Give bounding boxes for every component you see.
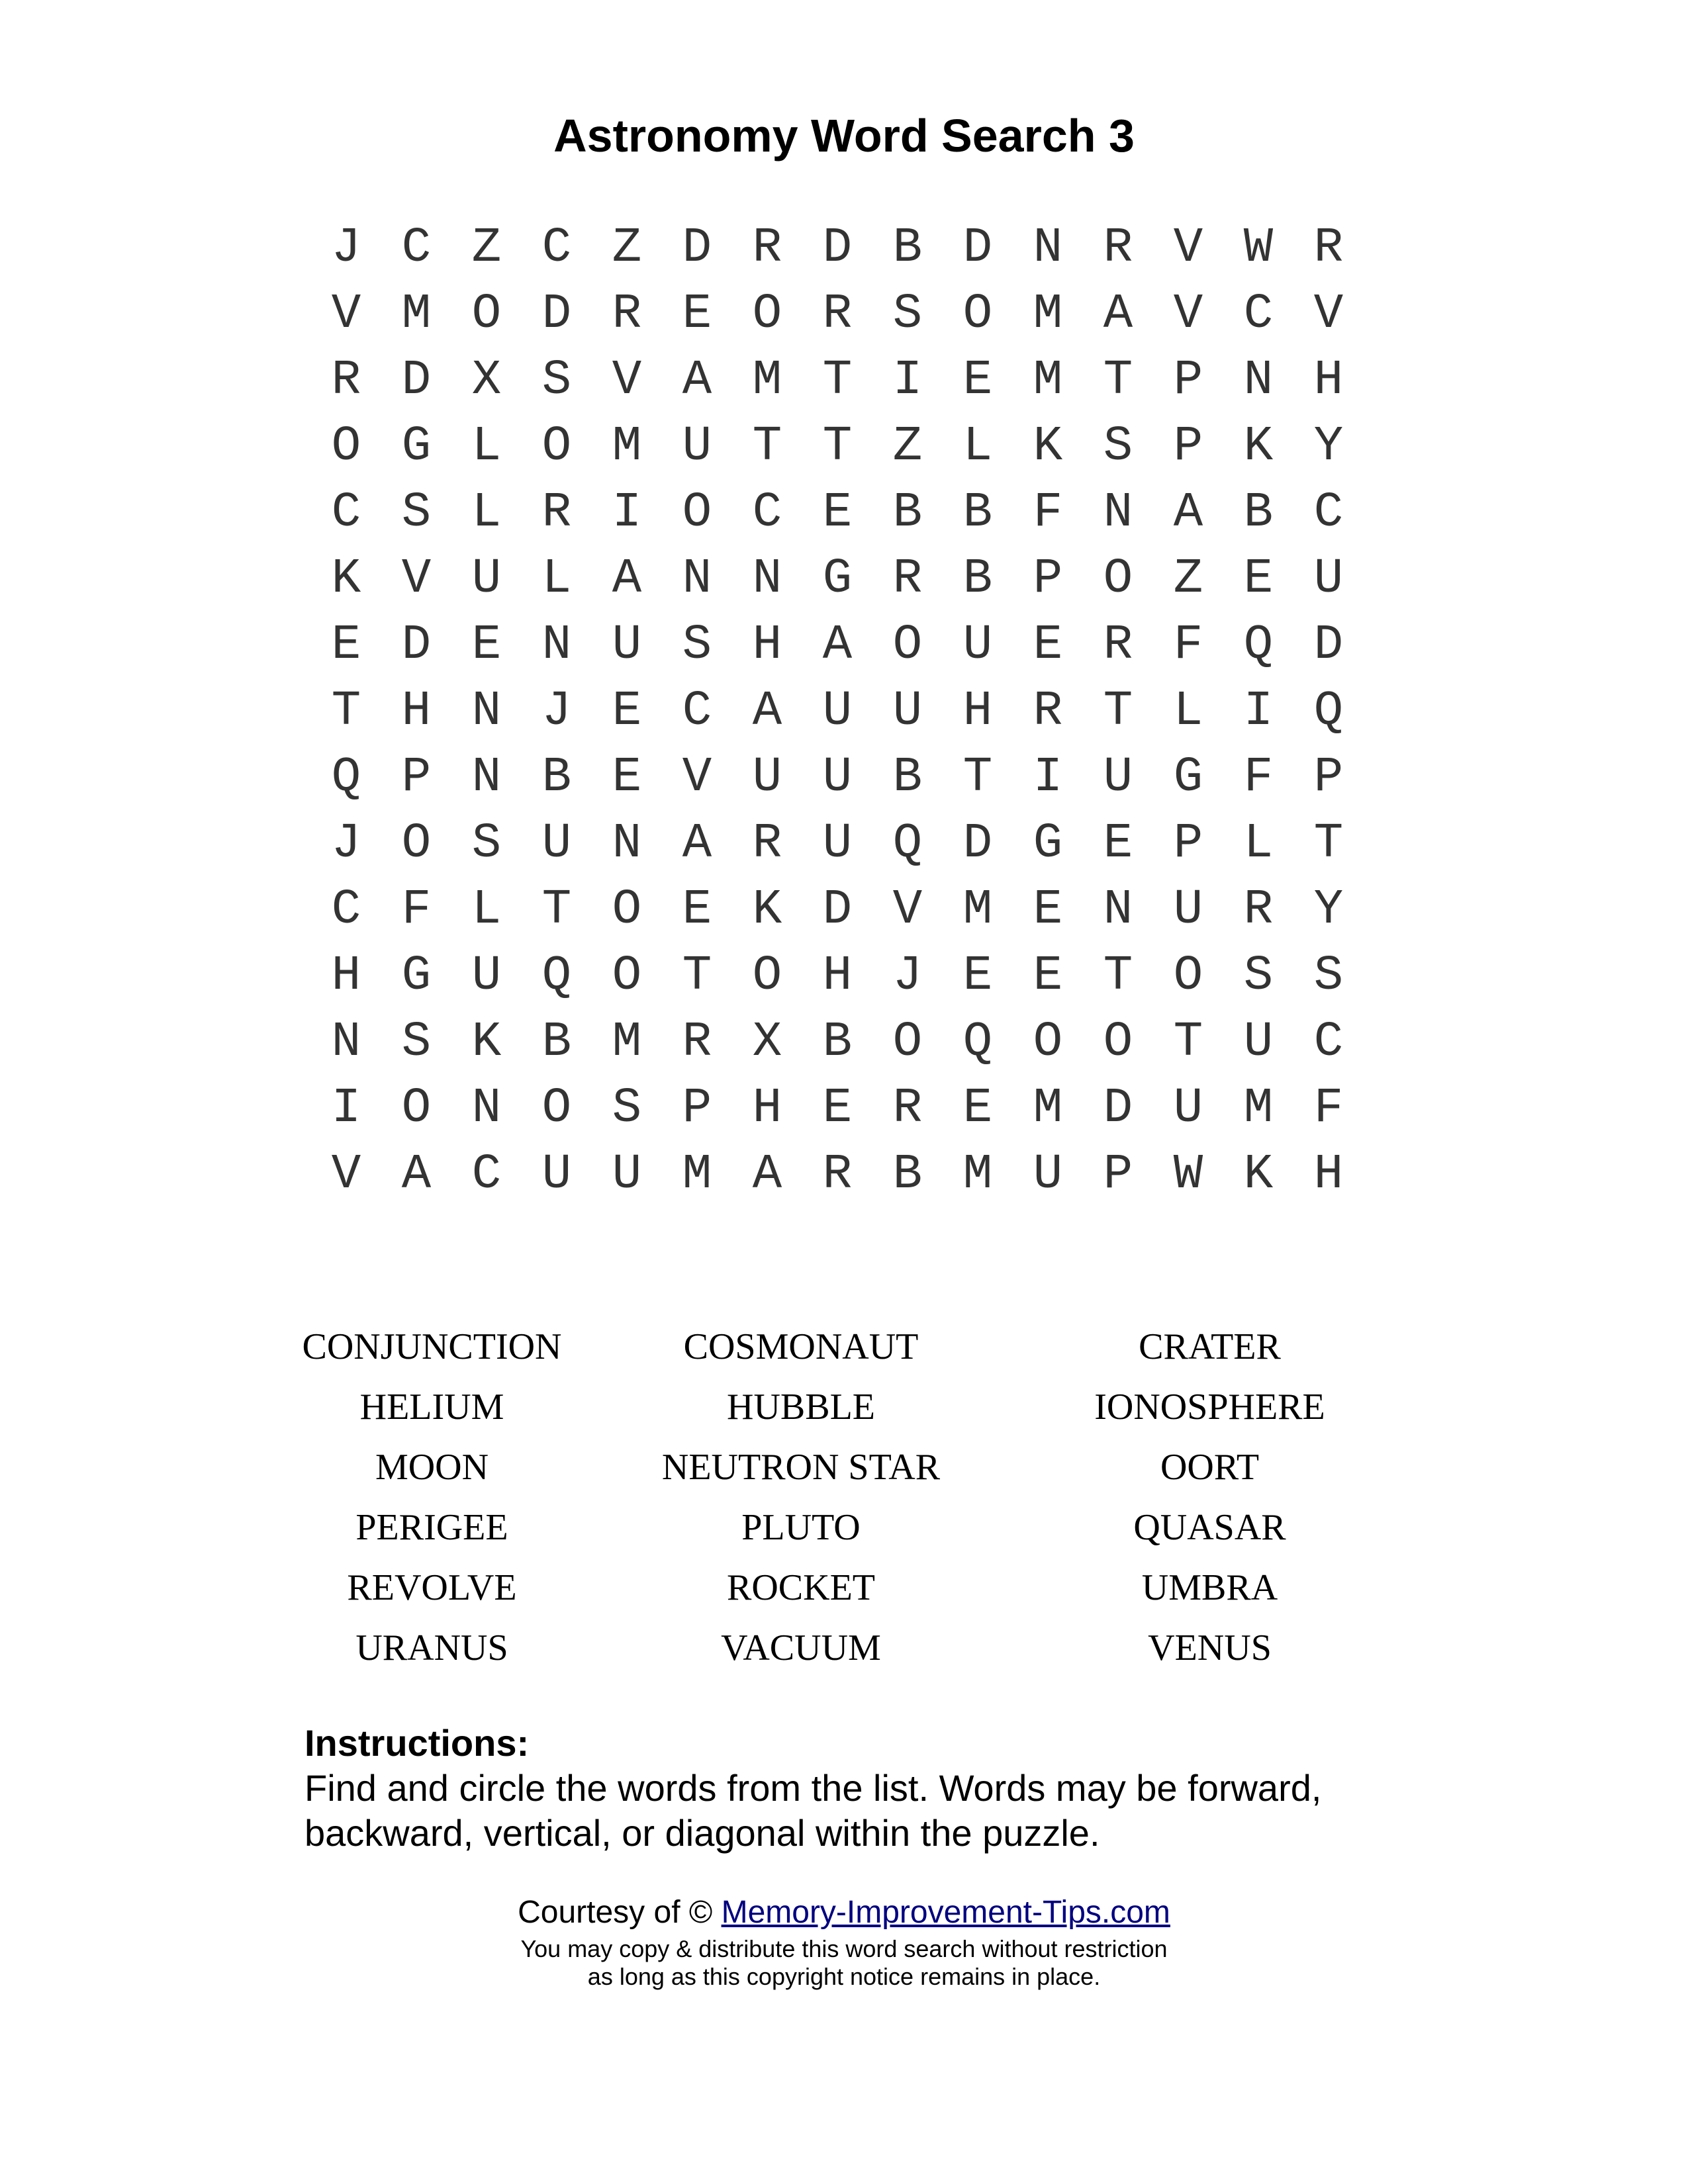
word-list-item: ROCKET	[727, 1567, 875, 1608]
word-list-item: VENUS	[1148, 1627, 1272, 1668]
grid-letter[interactable]: M	[962, 1147, 993, 1203]
grid-letter[interactable]: B	[962, 551, 993, 607]
grid-letter[interactable]: C	[331, 485, 361, 541]
grid-letter[interactable]: N	[612, 816, 642, 872]
grid-letter[interactable]: I	[331, 1081, 361, 1136]
grid-letter[interactable]: D	[1313, 617, 1344, 673]
word-list-item: PLUTO	[741, 1507, 861, 1548]
grid-letter[interactable]: V	[1313, 287, 1344, 342]
grid-letter[interactable]: L	[471, 882, 502, 938]
grid-letter[interactable]: E	[822, 1081, 853, 1136]
grid-letter[interactable]: V	[401, 551, 432, 607]
grid-letter[interactable]: S	[401, 485, 432, 541]
grid-letter[interactable]: V	[1173, 287, 1203, 342]
word-list-item: CRATER	[1139, 1326, 1281, 1367]
grid-letter[interactable]: W	[1173, 1147, 1203, 1203]
grid-letter[interactable]: R	[1103, 617, 1133, 673]
grid-letter[interactable]: U	[541, 1147, 572, 1203]
grid-letter[interactable]: T	[1103, 684, 1133, 739]
grid-letter[interactable]: T	[822, 419, 853, 475]
grid-letter[interactable]: K	[1243, 419, 1274, 475]
grid-letter[interactable]: R	[892, 551, 923, 607]
grid-letter[interactable]: X	[752, 1015, 782, 1070]
grid-letter[interactable]: J	[541, 684, 572, 739]
word-list	[268, 1317, 1413, 1678]
grid-letter[interactable]: P	[1173, 353, 1203, 408]
grid-letter[interactable]: O	[1103, 551, 1133, 607]
courtesy-prefix: Courtesy of ©	[518, 1895, 722, 1930]
grid-letter[interactable]: E	[822, 485, 853, 541]
grid-letter[interactable]: T	[1103, 353, 1133, 408]
grid-letter[interactable]: Q	[1313, 684, 1344, 739]
grid-letter[interactable]: D	[401, 617, 432, 673]
grid-letter[interactable]: R	[892, 1081, 923, 1136]
grid-letter[interactable]: U	[1173, 882, 1203, 938]
grid-letter[interactable]: P	[1173, 816, 1203, 872]
grid-letter[interactable]: M	[962, 882, 993, 938]
grid-letter[interactable]: J	[331, 220, 361, 276]
grid-letter[interactable]: R	[752, 220, 782, 276]
grid-letter[interactable]: Q	[962, 1015, 993, 1070]
grid-letter[interactable]: P	[1103, 1147, 1133, 1203]
grid-letter[interactable]: A	[682, 816, 712, 872]
grid-letter[interactable]: T	[822, 353, 853, 408]
grid-letter[interactable]: O	[471, 287, 502, 342]
copyright-notice-line: as long as this copyright notice remains in place.	[587, 1963, 1101, 1990]
word-list-item: HELIUM	[359, 1387, 504, 1428]
grid-letter[interactable]: D	[962, 816, 993, 872]
grid-letter[interactable]: N	[1243, 353, 1274, 408]
grid-letter[interactable]: C	[471, 1147, 502, 1203]
grid-letter[interactable]: D	[822, 220, 853, 276]
grid-letter[interactable]: C	[541, 220, 572, 276]
grid-letter[interactable]: Z	[1173, 551, 1203, 607]
grid-letter[interactable]: O	[1033, 1015, 1063, 1070]
grid-letter[interactable]: A	[822, 617, 853, 673]
grid-letter[interactable]: S	[401, 1015, 432, 1070]
grid-letter[interactable]: T	[962, 750, 993, 805]
grid-letter[interactable]: U	[892, 684, 923, 739]
grid-letter[interactable]: E	[682, 882, 712, 938]
grid-letter[interactable]: C	[752, 485, 782, 541]
grid-letter[interactable]: U	[822, 816, 853, 872]
grid-letter[interactable]: B	[892, 1147, 923, 1203]
word-list-item: PERIGEE	[355, 1507, 508, 1548]
word-list-item: CONJUNCTION	[302, 1326, 562, 1367]
grid-letter[interactable]: G	[401, 948, 432, 1004]
grid-letter[interactable]: O	[892, 617, 923, 673]
grid-letter[interactable]: O	[682, 485, 712, 541]
grid-letter[interactable]: U	[1313, 551, 1344, 607]
grid-letter[interactable]: C	[682, 684, 712, 739]
grid-letter[interactable]: B	[822, 1015, 853, 1070]
grid-letter[interactable]: L	[1173, 684, 1203, 739]
grid-letter[interactable]: R	[1103, 220, 1133, 276]
grid-letter[interactable]: V	[682, 750, 712, 805]
grid-letter[interactable]: B	[892, 485, 923, 541]
grid-letter[interactable]: M	[1033, 287, 1063, 342]
grid-letter[interactable]: G	[822, 551, 853, 607]
grid-letter[interactable]: R	[822, 287, 853, 342]
grid-letter[interactable]: Y	[1313, 882, 1344, 938]
grid-letter[interactable]: U	[962, 617, 993, 673]
letter-grid	[311, 215, 1364, 1208]
grid-letter[interactable]: T	[1173, 1015, 1203, 1070]
grid-letter[interactable]: S	[471, 816, 502, 872]
grid-letter[interactable]: Q	[1243, 617, 1274, 673]
grid-letter[interactable]: G	[1033, 816, 1063, 872]
grid-letter[interactable]: U	[822, 684, 853, 739]
grid-letter[interactable]: E	[682, 287, 712, 342]
grid-letter[interactable]: R	[1033, 684, 1063, 739]
grid-letter[interactable]: Q	[541, 948, 572, 1004]
grid-letter[interactable]: O	[752, 948, 782, 1004]
grid-letter[interactable]: U	[1033, 1147, 1063, 1203]
grid-letter[interactable]: L	[471, 419, 502, 475]
grid-letter[interactable]: O	[331, 419, 361, 475]
grid-letter[interactable]: S	[1243, 948, 1274, 1004]
instructions-line: backward, vertical, or diagonal within the puzzle.	[305, 1812, 1100, 1854]
grid-letter[interactable]: E	[1033, 882, 1063, 938]
grid-letter[interactable]: S	[1103, 419, 1133, 475]
grid-letter[interactable]: O	[401, 1081, 432, 1136]
word-list-item: COSMONAUT	[683, 1326, 919, 1367]
grid-letter[interactable]: R	[541, 485, 572, 541]
grid-letter[interactable]: C	[401, 220, 432, 276]
grid-letter[interactable]: E	[612, 750, 642, 805]
grid-letter[interactable]: S	[1313, 948, 1344, 1004]
grid-letter[interactable]: J	[892, 948, 923, 1004]
grid-letter[interactable]: K	[471, 1015, 502, 1070]
grid-letter[interactable]: T	[682, 948, 712, 1004]
grid-letter[interactable]: J	[331, 816, 361, 872]
grid-letter[interactable]: R	[1313, 220, 1344, 276]
instructions-heading: Instructions:	[305, 1722, 530, 1764]
grid-letter[interactable]: W	[1243, 220, 1274, 276]
grid-letter[interactable]: O	[401, 816, 432, 872]
grid-letter[interactable]: P	[1173, 419, 1203, 475]
grid-letter[interactable]: I	[612, 485, 642, 541]
grid-letter[interactable]: N	[471, 684, 502, 739]
grid-letter[interactable]: R	[1243, 882, 1274, 938]
grid-letter[interactable]: B	[892, 750, 923, 805]
grid-letter[interactable]: A	[1103, 287, 1133, 342]
grid-letter[interactable]: D	[1103, 1081, 1133, 1136]
word-list-item: UMBRA	[1141, 1567, 1278, 1608]
grid-letter[interactable]: B	[1243, 485, 1274, 541]
grid-letter[interactable]: O	[1103, 1015, 1133, 1070]
grid-letter[interactable]: N	[682, 551, 712, 607]
instructions-text	[305, 1766, 1430, 1856]
grid-letter[interactable]: I	[1033, 750, 1063, 805]
grid-letter[interactable]: N	[471, 1081, 502, 1136]
word-list-item: IONOSPHERE	[1094, 1387, 1325, 1428]
grid-letter[interactable]: B	[541, 1015, 572, 1070]
grid-letter[interactable]: V	[331, 1147, 361, 1203]
grid-letter[interactable]: G	[401, 419, 432, 475]
grid-letter[interactable]: T	[541, 882, 572, 938]
grid-letter[interactable]: T	[1103, 948, 1133, 1004]
grid-letter[interactable]: Z	[471, 220, 502, 276]
grid-letter[interactable]: F	[401, 882, 432, 938]
grid-letter[interactable]: R	[822, 1147, 853, 1203]
site-link[interactable]: Memory-Improvement-Tips.com	[721, 1895, 1170, 1930]
copyright-notice-line: You may copy & distribute this word search without restriction	[520, 1935, 1168, 1962]
grid-letter[interactable]: O	[752, 287, 782, 342]
grid-letter[interactable]: H	[752, 1081, 782, 1136]
grid-letter[interactable]: E	[471, 617, 502, 673]
instructions-line: Find and circle the words from the list. Words may be forward,	[305, 1767, 1322, 1809]
grid-letter[interactable]: U	[1243, 1015, 1274, 1070]
grid-letter[interactable]: M	[612, 419, 642, 475]
grid-letter[interactable]: H	[331, 948, 361, 1004]
grid-letter[interactable]: O	[612, 882, 642, 938]
grid-letter[interactable]: O	[612, 948, 642, 1004]
grid-letter[interactable]: L	[541, 551, 572, 607]
grid-letter[interactable]: Z	[612, 220, 642, 276]
grid-letter[interactable]: H	[1313, 1147, 1344, 1203]
grid-letter[interactable]: N	[331, 1015, 361, 1070]
grid-letter[interactable]: B	[962, 485, 993, 541]
grid-letter[interactable]: V	[892, 882, 923, 938]
grid-letter[interactable]: R	[682, 1015, 712, 1070]
grid-letter[interactable]: P	[1313, 750, 1344, 805]
grid-letter[interactable]: R	[752, 816, 782, 872]
grid-letter[interactable]: L	[1243, 816, 1274, 872]
grid-letter[interactable]: D	[401, 353, 432, 408]
grid-letter[interactable]: P	[1033, 551, 1063, 607]
grid-letter[interactable]: T	[331, 684, 361, 739]
grid-letter[interactable]: O	[541, 419, 572, 475]
grid-letter[interactable]: U	[1103, 750, 1133, 805]
grid-letter[interactable]: S	[682, 617, 712, 673]
grid-letter[interactable]: U	[682, 419, 712, 475]
grid-letter[interactable]: U	[612, 617, 642, 673]
grid-letter[interactable]: Q	[892, 816, 923, 872]
grid-letter[interactable]: K	[331, 551, 361, 607]
grid-letter[interactable]: C	[331, 882, 361, 938]
grid-letter[interactable]: T	[1313, 816, 1344, 872]
grid-letter[interactable]: N	[1103, 882, 1133, 938]
word-list-item: QUASAR	[1133, 1507, 1286, 1548]
courtesy-line	[0, 1893, 1688, 1933]
grid-letter[interactable]: N	[541, 617, 572, 673]
grid-letter[interactable]: V	[1173, 220, 1203, 276]
grid-letter[interactable]: U	[471, 551, 502, 607]
grid-letter[interactable]: K	[752, 882, 782, 938]
grid-letter[interactable]: E	[331, 617, 361, 673]
grid-letter[interactable]: A	[401, 1147, 432, 1203]
grid-letter[interactable]: R	[331, 353, 361, 408]
grid-letter[interactable]: U	[1173, 1081, 1203, 1136]
grid-letter[interactable]: E	[1033, 948, 1063, 1004]
grid-letter[interactable]: M	[1033, 1081, 1063, 1136]
word-list-item: REVOLVE	[347, 1567, 517, 1608]
grid-letter[interactable]: H	[752, 617, 782, 673]
grid-letter[interactable]: U	[822, 750, 853, 805]
grid-letter[interactable]: E	[612, 684, 642, 739]
grid-letter[interactable]: C	[1313, 1015, 1344, 1070]
grid-letter[interactable]: N	[752, 551, 782, 607]
grid-letter[interactable]: C	[1313, 485, 1344, 541]
grid-letter[interactable]: E	[962, 353, 993, 408]
grid-letter[interactable]: U	[612, 1147, 642, 1203]
grid-letter[interactable]: U	[541, 816, 572, 872]
grid-letter[interactable]: M	[612, 1015, 642, 1070]
grid-letter[interactable]: P	[401, 750, 432, 805]
grid-letter[interactable]: L	[962, 419, 993, 475]
grid-letter[interactable]: O	[541, 1081, 572, 1136]
grid-letter[interactable]: H	[401, 684, 432, 739]
grid-letter[interactable]: E	[962, 1081, 993, 1136]
word-list-item: HUBBLE	[727, 1387, 875, 1428]
grid-letter[interactable]: Z	[892, 419, 923, 475]
grid-letter[interactable]: A	[612, 551, 642, 607]
grid-letter[interactable]: L	[471, 485, 502, 541]
grid-letter[interactable]: N	[1033, 220, 1063, 276]
grid-letter[interactable]: D	[682, 220, 712, 276]
grid-letter[interactable]: E	[1243, 551, 1274, 607]
grid-letter[interactable]: B	[541, 750, 572, 805]
grid-letter[interactable]: D	[822, 882, 853, 938]
grid-letter[interactable]: H	[1313, 353, 1344, 408]
grid-letter[interactable]: Q	[331, 750, 361, 805]
word-list-item: VACUUM	[721, 1627, 881, 1668]
grid-letter[interactable]: I	[892, 353, 923, 408]
word-list-item: NEUTRON STAR	[661, 1447, 941, 1488]
grid-letter[interactable]: D	[962, 220, 993, 276]
grid-letter[interactable]: H	[822, 948, 853, 1004]
grid-letter[interactable]: M	[1243, 1081, 1274, 1136]
grid-letter[interactable]: C	[1243, 287, 1274, 342]
grid-letter[interactable]: H	[962, 684, 993, 739]
grid-letter[interactable]: M	[1033, 353, 1063, 408]
grid-letter[interactable]: M	[682, 1147, 712, 1203]
grid-letter[interactable]: S	[612, 1081, 642, 1136]
grid-letter[interactable]: P	[682, 1081, 712, 1136]
grid-letter[interactable]: K	[1243, 1147, 1274, 1203]
grid-letter[interactable]: E	[1033, 617, 1063, 673]
grid-letter[interactable]: R	[612, 287, 642, 342]
grid-letter[interactable]: B	[892, 220, 923, 276]
grid-letter[interactable]: N	[471, 750, 502, 805]
word-list-item: MOON	[375, 1447, 489, 1488]
grid-letter[interactable]: K	[1033, 419, 1063, 475]
grid-letter[interactable]: S	[541, 353, 572, 408]
grid-letter[interactable]: F	[1173, 617, 1203, 673]
grid-letter[interactable]: X	[471, 353, 502, 408]
grid-letter[interactable]: M	[752, 353, 782, 408]
grid-letter[interactable]: I	[1243, 684, 1274, 739]
grid-letter[interactable]: U	[752, 750, 782, 805]
grid-letter[interactable]: G	[1173, 750, 1203, 805]
grid-letter[interactable]: A	[1173, 485, 1203, 541]
grid-letter[interactable]: D	[541, 287, 572, 342]
grid-letter[interactable]: F	[1033, 485, 1063, 541]
grid-letter[interactable]: Y	[1313, 419, 1344, 475]
grid-letter[interactable]: A	[752, 684, 782, 739]
grid-letter[interactable]: E	[1103, 816, 1133, 872]
grid-letter[interactable]: E	[962, 948, 993, 1004]
grid-letter[interactable]: F	[1313, 1081, 1344, 1136]
grid-letter[interactable]: S	[892, 287, 923, 342]
grid-letter[interactable]: O	[892, 1015, 923, 1070]
grid-letter[interactable]: F	[1243, 750, 1274, 805]
grid-letter[interactable]: A	[752, 1147, 782, 1203]
grid-letter[interactable]: O	[962, 287, 993, 342]
grid-letter[interactable]: O	[1173, 948, 1203, 1004]
word-list-item: OORT	[1160, 1447, 1260, 1488]
grid-letter[interactable]: U	[471, 948, 502, 1004]
grid-letter[interactable]: T	[752, 419, 782, 475]
word-list-item: URANUS	[355, 1627, 508, 1668]
page-title: Astronomy Word Search 3	[553, 110, 1135, 161]
grid-letter[interactable]: N	[1103, 485, 1133, 541]
grid-letter[interactable]: M	[401, 287, 432, 342]
grid-letter[interactable]: A	[682, 353, 712, 408]
grid-letter[interactable]: V	[331, 287, 361, 342]
grid-letter[interactable]: V	[612, 353, 642, 408]
